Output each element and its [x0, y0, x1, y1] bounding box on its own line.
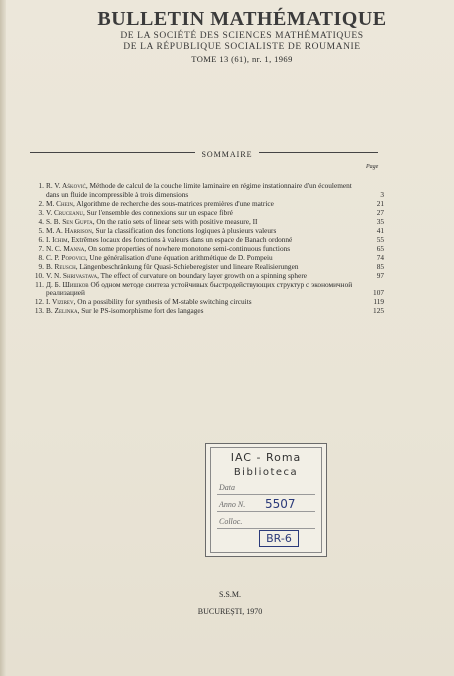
toc-entry: [34, 281, 384, 298]
toc-entry-number: 3.: [38, 207, 44, 217]
journal-header: [0, 8, 454, 64]
toc-entry: [34, 307, 384, 316]
toc-entry-author: C. P. Popovici,: [46, 252, 88, 262]
page-column-label: Page: [366, 164, 379, 170]
toc-entry-author: I. Ichim,: [46, 234, 70, 244]
toc-entry-title: Méthode de calcul de la couche limite laminaire en régime instationnaire d'un écoulement dans un fluide incompressible à trois dimensions: [46, 181, 352, 199]
page-spine: [0, 0, 6, 676]
publisher: S.S.M.: [218, 590, 241, 599]
toc-entry-title: On a possibility for synthesis of M-stable switching circuits: [77, 297, 252, 306]
city-year: BUCUREȘTI, 1970: [197, 607, 263, 616]
toc-entry-title: Une généralisation d'une équation arithmétique de D. Pompeiu: [89, 252, 273, 262]
society-line: DE LA SOCIÉTÉ DES SCIENCES MATHÉMATIQUES: [120, 31, 364, 41]
table-of-contents: [34, 182, 384, 316]
toc-entry-author: V. Cruceanu,: [46, 207, 85, 217]
toc-entry-number: 11.: [35, 279, 44, 289]
toc-entry-author: Д. Б. Шишков: [46, 279, 89, 289]
sommaire-heading: SOMMAIRE: [0, 150, 454, 159]
toc-entry-title: Extrêmes locaux des fonctions à valeurs dans un espace de Banach ordonné: [71, 234, 293, 244]
toc-entry-page: 125: [373, 306, 384, 315]
toc-entry-page: 41: [376, 225, 384, 235]
toc-entry-number: 8.: [38, 252, 44, 262]
toc-entry-author: R. V. Ašković,: [46, 181, 88, 190]
toc-entry-author: M. A. Harrison,: [46, 225, 94, 235]
journal-title: BULLETIN MATHÉMATIQUE: [97, 8, 387, 30]
toc-entry-number: 7.: [38, 243, 44, 253]
page-footer: [0, 590, 454, 616]
toc-entry-number: 10.: [34, 270, 44, 280]
stamp-number-label: Anno N.: [219, 500, 246, 509]
library-stamp: [205, 443, 327, 557]
toc-entry: [34, 182, 384, 199]
toc-entry-title: On the ratio sets of linear sets with positive measure, II: [96, 216, 258, 226]
toc-entry-page: 27: [376, 207, 384, 217]
toc-entry-title: On some properties of nowhere monotone semi-continuous functions: [88, 243, 291, 253]
toc-entry-title: Längenbeschränkung für Quasi-Schieberegister und lineare Realisierungen: [79, 261, 299, 271]
stamp-location-row: [217, 512, 315, 529]
toc-entry-page: 74: [376, 252, 384, 262]
toc-entry-author: M. Chein,: [46, 198, 75, 208]
toc-entry-number: 5.: [38, 225, 44, 235]
stamp-location-value: BR-6: [259, 530, 299, 547]
toc-entry-number: 9.: [38, 261, 44, 271]
toc-entry-number: 12.: [34, 297, 44, 306]
stamp-number-value: 5507: [265, 497, 296, 511]
stamp-location-label: Colloc.: [219, 517, 243, 526]
toc-entry-number: 1.: [38, 181, 44, 190]
toc-entry-page: 107: [373, 288, 384, 297]
toc-entry-page: 119: [373, 297, 384, 306]
toc-entry-title: Sur le PS-isomorphisme fort des langages: [81, 306, 204, 315]
toc-entry-author: B. Reusch,: [46, 261, 78, 271]
toc-entry-number: 13.: [34, 306, 44, 315]
stamp-institution: IAC - Roma: [230, 451, 302, 464]
toc-entry-page: 3: [380, 189, 384, 199]
toc-entry-page: 97: [376, 270, 384, 280]
stamp-date-label: Data: [219, 483, 235, 492]
toc-entry-number: 6.: [38, 234, 44, 244]
toc-entry-number: 4.: [38, 216, 44, 226]
toc-entry-title: Sur la classification des fonctions logiques à plusieurs valeurs: [95, 225, 277, 235]
country-line: DE LA RÉPUBLIQUE SOCIALISTE DE ROUMANIE: [123, 42, 361, 52]
toc-entry-title: Algorithme de recherche des sous-matrices premières d'une matrice: [76, 198, 274, 208]
toc-entry-page: 21: [376, 198, 384, 208]
toc-entry-number: 2.: [38, 198, 44, 208]
toc-entry-author: B. Zelinka,: [46, 306, 80, 315]
toc-entry-title: Об одном методе синтеза устойчивых быстродействующих структур с экономичной реализацией: [46, 279, 353, 297]
toc-entry-page: 35: [376, 216, 384, 226]
stamp-frame: [210, 447, 322, 553]
stamp-number-row: [217, 495, 315, 512]
stamp-date-row: [217, 478, 315, 495]
volume-line: TOME 13 (61), nr. 1, 1969: [191, 54, 293, 64]
toc-entry-title: The effect of curvature on boundary layer growth on a spinning sphere: [100, 270, 307, 280]
toc-entry-title: Sur l'ensemble des connexions sur un espace fibré: [86, 207, 233, 217]
toc-entry-author: S. B. Sen Gupta,: [46, 216, 95, 226]
stamp-library: Biblioteca: [233, 467, 299, 478]
toc-entry-author: V. N. Shrivastava,: [46, 270, 99, 280]
toc-entry-page: 65: [376, 243, 384, 253]
toc-entry-page: 85: [376, 261, 384, 271]
toc-entry-author: I. Vizirev,: [46, 297, 76, 306]
toc-entry-page: 55: [376, 234, 384, 244]
toc-entry-author: N. C. Manna,: [46, 243, 87, 253]
